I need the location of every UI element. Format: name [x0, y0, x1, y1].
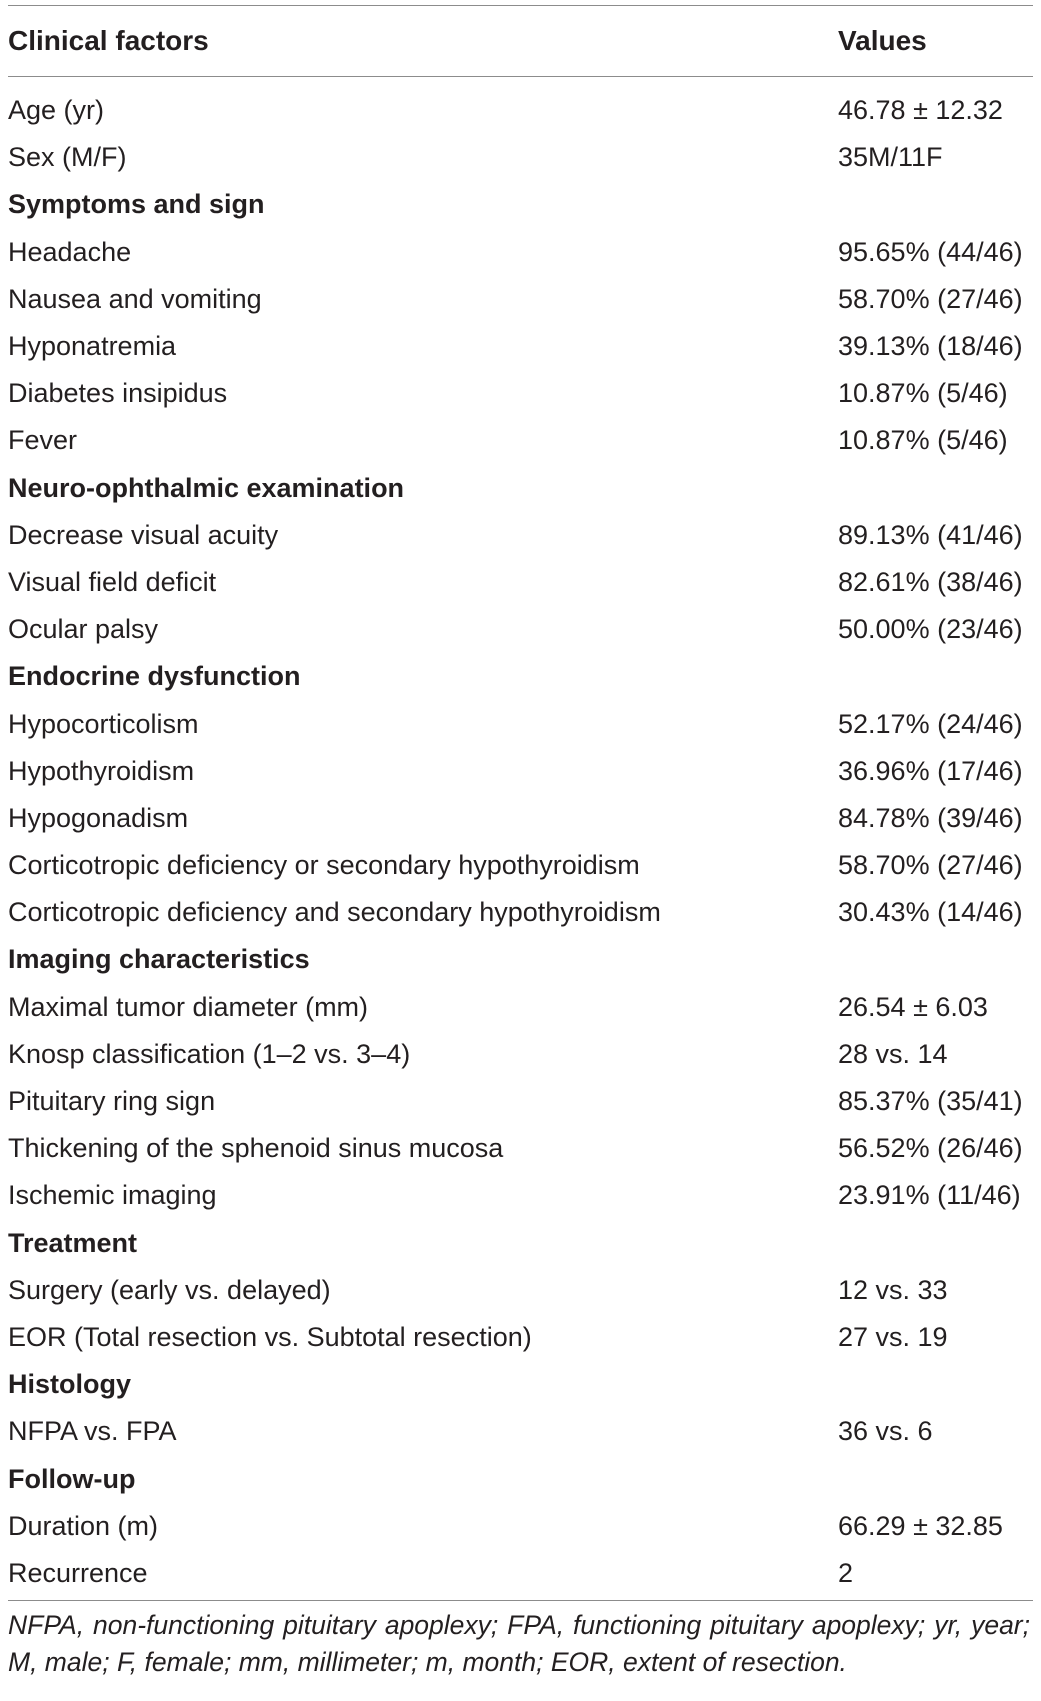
- value-cell: 39.13% (18/46): [838, 331, 1023, 362]
- value-cell: 10.87% (5/46): [838, 378, 1008, 409]
- table-row: [8, 229, 1033, 276]
- value-cell: 95.65% (44/46): [838, 236, 1023, 267]
- value-cell: 52.17% (24/46): [838, 708, 1023, 739]
- factor-cell: Duration (m): [8, 1510, 159, 1541]
- value-cell: 2: [838, 1557, 854, 1588]
- factor-cell: Hypothyroidism: [8, 755, 195, 786]
- value-cell: 10.87% (5/46): [838, 425, 1008, 456]
- table-row: [8, 87, 1033, 134]
- section-header-row: [8, 1361, 1033, 1408]
- value-cell: 30.43% (14/46): [838, 897, 1023, 928]
- factor-cell: Ischemic imaging: [8, 1180, 217, 1211]
- value-cell: 27 vs. 19: [838, 1321, 948, 1352]
- table-row: [8, 370, 1033, 417]
- value-cell: 28 vs. 14: [838, 1038, 948, 1069]
- factor-cell: Visual field deficit: [8, 566, 217, 597]
- factor-cell: EOR (Total resection vs. Subtotal resection): [8, 1321, 532, 1352]
- factor-cell: Fever: [8, 425, 78, 456]
- table-row: [8, 795, 1033, 842]
- table-row: [8, 1314, 1033, 1361]
- table-row: [8, 700, 1033, 747]
- factor-cell: Age (yr): [8, 95, 105, 126]
- section-title: Follow-up: [8, 1463, 136, 1494]
- factor-cell: Hypogonadism: [8, 802, 189, 833]
- section-header-row: [8, 1455, 1033, 1502]
- factor-cell: Hyponatremia: [8, 331, 177, 362]
- table-row: [8, 323, 1033, 370]
- table-row: [8, 889, 1033, 936]
- value-cell: 36 vs. 6: [838, 1416, 933, 1447]
- factor-cell: Corticotropic deficiency or secondary hypothyroidism: [8, 850, 640, 881]
- table-header-row: [8, 6, 1033, 77]
- header-values: Values: [838, 25, 927, 56]
- value-cell: 82.61% (38/46): [838, 566, 1023, 597]
- value-cell: 50.00% (23/46): [838, 614, 1023, 645]
- factor-cell: Diabetes insipidus: [8, 378, 228, 409]
- table-row: [8, 1408, 1033, 1455]
- factor-cell: Sex (M/F): [8, 142, 127, 173]
- table-row: [8, 559, 1033, 606]
- table-row: [8, 417, 1033, 464]
- value-cell: 46.78 ± 12.32: [838, 95, 1003, 126]
- factor-cell: Corticotropic deficiency and secondary hypothyroidism: [8, 897, 661, 928]
- section-title: Endocrine dysfunction: [8, 661, 301, 692]
- value-cell: 36.96% (17/46): [838, 755, 1023, 786]
- table-row: [8, 842, 1033, 889]
- factor-cell: Hypocorticolism: [8, 708, 199, 739]
- value-cell: 84.78% (39/46): [838, 802, 1023, 833]
- table-row: [8, 748, 1033, 795]
- table-row: [8, 1078, 1033, 1125]
- value-cell: 58.70% (27/46): [838, 850, 1023, 881]
- section-title: Treatment: [8, 1227, 138, 1258]
- table-row: [8, 1031, 1033, 1078]
- section-title: Symptoms and sign: [8, 189, 265, 220]
- section-header-row: [8, 465, 1033, 512]
- value-cell: 12 vs. 33: [838, 1274, 948, 1305]
- value-cell: 58.70% (27/46): [838, 283, 1023, 314]
- value-cell: 23.91% (11/46): [838, 1180, 1021, 1211]
- factor-cell: Recurrence: [8, 1557, 148, 1588]
- table-row: [8, 1503, 1033, 1550]
- factor-cell: NFPA vs. FPA: [8, 1416, 177, 1447]
- table-row: [8, 606, 1033, 653]
- section-title: Neuro-ophthalmic examination: [8, 472, 405, 503]
- section-title: Histology: [8, 1369, 132, 1400]
- clinical-table: [8, 5, 1033, 1681]
- value-cell: 85.37% (35/41): [838, 1086, 1023, 1117]
- factor-cell: Ocular palsy: [8, 614, 159, 645]
- table-row: [8, 276, 1033, 323]
- section-title: Imaging characteristics: [8, 944, 310, 975]
- header-clinical-factors: Clinical factors: [8, 25, 209, 56]
- value-cell: 66.29 ± 32.85: [838, 1510, 1003, 1541]
- factor-cell: Nausea and vomiting: [8, 283, 262, 314]
- section-header-row: [8, 181, 1033, 228]
- table-row: [8, 1550, 1033, 1597]
- factor-cell: Surgery (early vs. delayed): [8, 1274, 331, 1305]
- value-cell: 56.52% (26/46): [838, 1133, 1023, 1164]
- factor-cell: Maximal tumor diameter (mm): [8, 991, 369, 1022]
- value-cell: 89.13% (41/46): [838, 519, 1023, 550]
- section-header-row: [8, 1220, 1033, 1267]
- table-row: [8, 134, 1033, 181]
- value-cell: 26.54 ± 6.03: [838, 991, 988, 1022]
- table-footnote: NFPA, non-functioning pituitary apoplexy; FPA, functioning pituitary apoplexy; yr, year; M, male; F, female; mm, millimeter; m, month; EOR, extent of resection.: [8, 1610, 1030, 1677]
- table-body: [8, 77, 1033, 1597]
- factor-cell: Pituitary ring sign: [8, 1086, 216, 1117]
- section-header-row: [8, 653, 1033, 700]
- section-header-row: [8, 936, 1033, 983]
- factor-cell: Knosp classification (1–2 vs. 3–4): [8, 1038, 411, 1069]
- table-row: [8, 1172, 1033, 1219]
- value-cell: 35M/11F: [838, 142, 943, 173]
- table-row: [8, 1267, 1033, 1314]
- factor-cell: Thickening of the sphenoid sinus mucosa: [8, 1133, 504, 1164]
- table-row: [8, 1125, 1033, 1172]
- factor-cell: Decrease visual acuity: [8, 519, 279, 550]
- table-row: [8, 984, 1033, 1031]
- factor-cell: Headache: [8, 236, 132, 267]
- table-row: [8, 512, 1033, 559]
